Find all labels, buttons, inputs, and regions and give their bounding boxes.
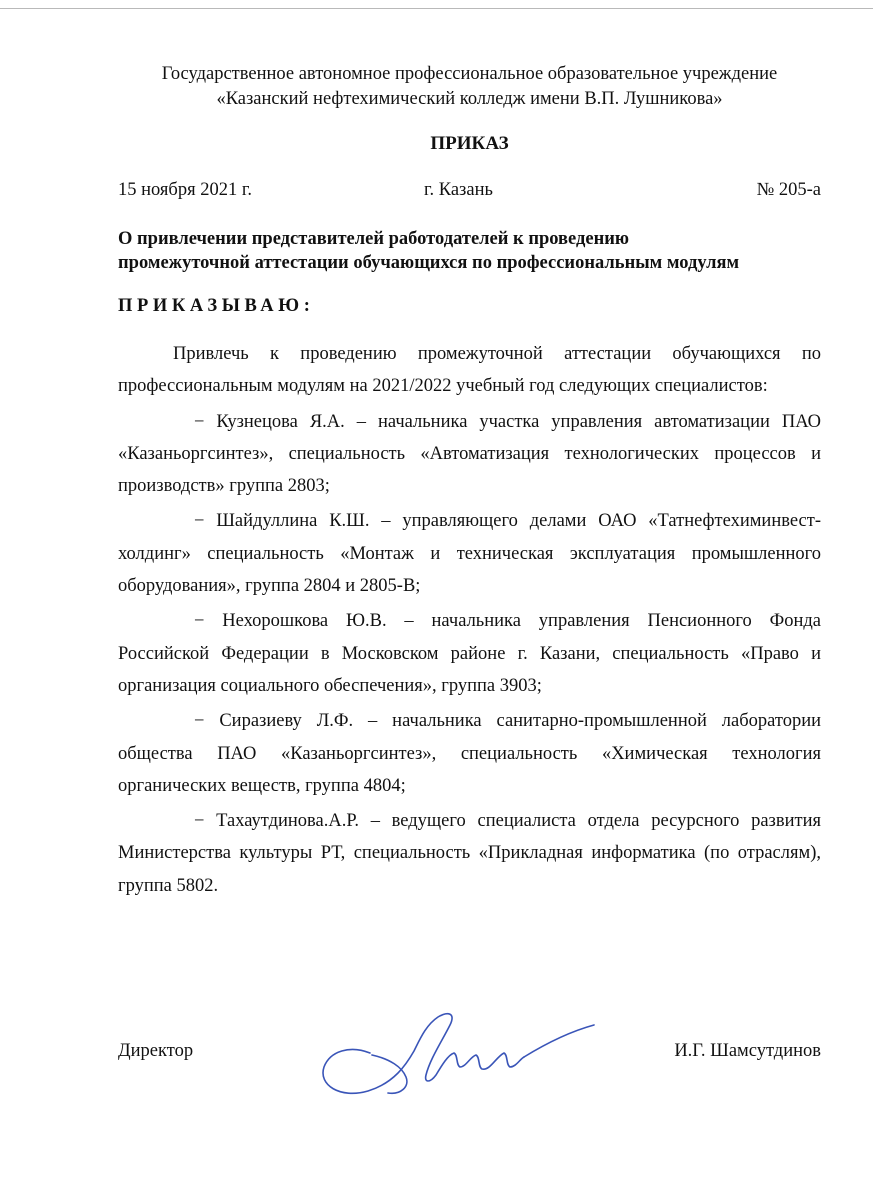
order-date: 15 ноября 2021 г. (118, 180, 252, 200)
order-subject-line-2: промежуточной аттестации обучающихся по профессиональным модулям (118, 253, 740, 273)
signature-stroke-main (323, 1014, 524, 1094)
order-intro-paragraph: Привлечь к проведению промежуточной аттестации обучающихся по профессиональным модулям на 2021/2022 учебный год следующих специалистов: (118, 344, 821, 397)
organization-name-line-2: «Казанский нефтехимический колледж имени В.П. Лушникова» (216, 89, 723, 109)
document-type-title: ПРИКАЗ (430, 133, 509, 154)
page-top-edge (0, 8, 873, 9)
organization-name-line-1: Государственное автономное профессиональное образовательное учреждение (161, 64, 778, 84)
specialist-item-1: − Кузнецова Я.А. – начальника участка управления автоматизации ПАО «Казаньоргсинтез», специальность «Автоматизация технологических процессов и производств» группа 2803; (118, 411, 821, 497)
specialist-item-2: − Шайдуллина К.Ш. – управляющего делами ОАО «Татнефтехиминвест-холдинг» специальность «Монтаж и техническая эксплуатация промышленного оборудования», группа 2804 и 2805-В; (118, 511, 821, 597)
organization-header (118, 62, 821, 112)
order-subject (118, 227, 821, 275)
signatory-name: И.Г. Шамсутдинов (674, 1041, 821, 1061)
signature-stroke-tail (524, 1025, 594, 1057)
specialist-item-4: − Сиразиеву Л.Ф. – начальника санитарно-промышленной лаборатории общества ПАО «Казаньоргсинтез», специальность «Химическая технология органических веществ, группа 4804; (118, 711, 821, 796)
document-meta-row (118, 178, 821, 202)
specialist-item-3: − Нехорошкова Ю.В. – начальника управления Пенсионного Фонда Российской Федерации в Московском районе г. Казани, специальность «Право и организация социального обеспечения», группа 3903; (118, 611, 821, 696)
handwritten-signature (310, 995, 600, 1125)
order-directive-heading: ПРИКАЗЫВАЮ: (118, 296, 315, 316)
order-number: № 205-а (756, 180, 821, 200)
order-body (118, 338, 821, 905)
specialist-item-5: − Тахаутдинова.А.Р. – ведущего специалиста отдела ресурсного развития Министерства культуры РТ, специальность «Прикладная информатика (по отраслям), группа 5802. (118, 811, 821, 896)
signatory-position: Директор (118, 1041, 194, 1061)
order-subject-line-1: О привлечении представителей работодателей к проведению (118, 229, 630, 249)
order-city: г. Казань (424, 180, 493, 200)
